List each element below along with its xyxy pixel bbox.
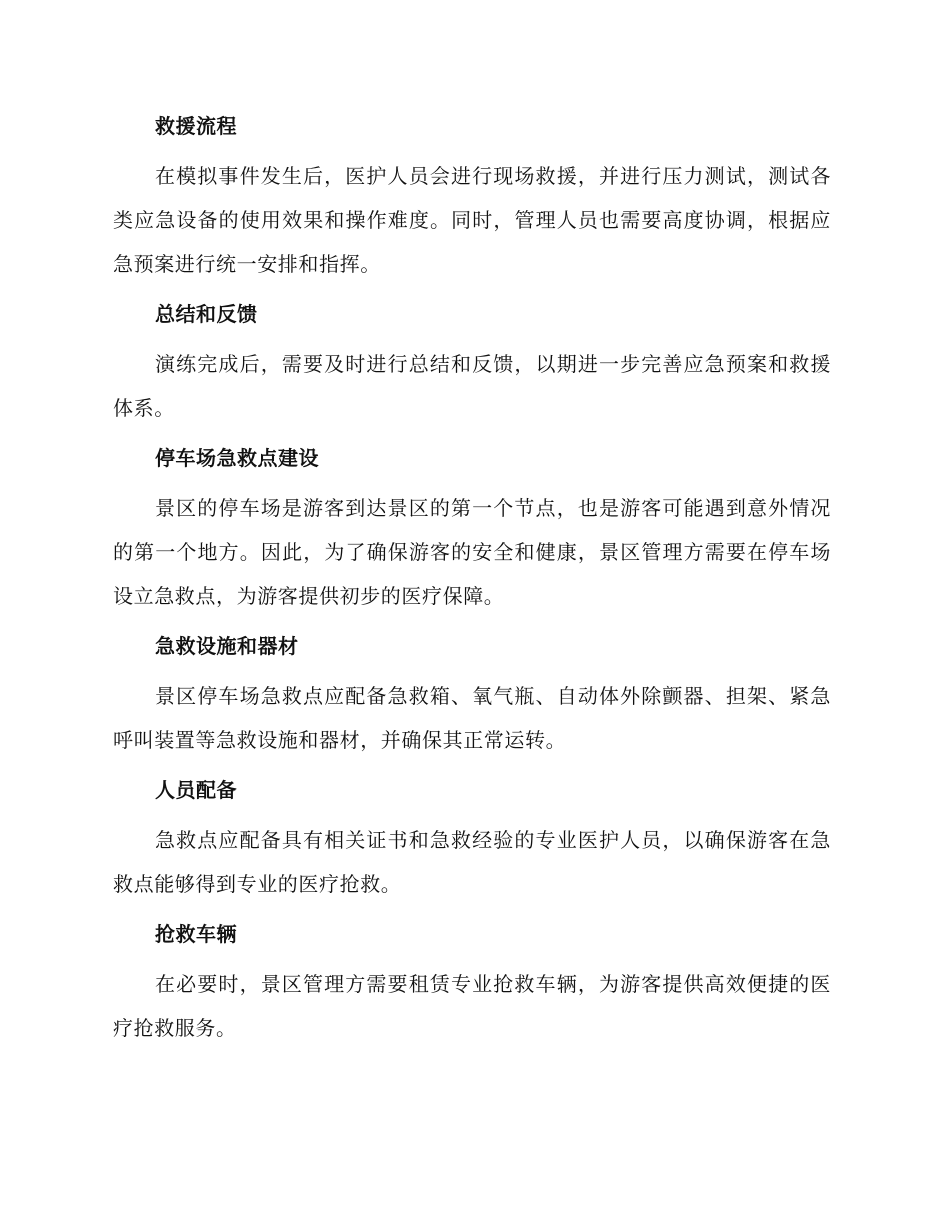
section-paragraph: 演练完成后，需要及时进行总结和反馈，以期进一步完善应急预案和救援体系。 xyxy=(113,352,831,420)
section-equipment xyxy=(113,624,831,762)
section-paragraph: 景区的停车场是游客到达景区的第一个节点，也是游客可能遇到意外情况的第一个地方。因此，为了确保游客的安全和健康，景区管理方需要在停车场设立急救点，为游客提供初步的医疗保障。 xyxy=(113,496,831,608)
section-paragraph: 急救点应配备具有相关证书和急救经验的专业医护人员，以确保游客在急救点能够得到专业的医疗抢救。 xyxy=(113,828,831,896)
section-heading: 抢救车辆 xyxy=(155,922,237,946)
section-rescue-process xyxy=(113,104,831,286)
section-staffing xyxy=(113,768,831,906)
section-heading: 总结和反馈 xyxy=(155,302,258,326)
section-heading: 人员配备 xyxy=(155,778,237,802)
section-heading: 急救设施和器材 xyxy=(155,634,299,658)
section-heading: 停车场急救点建设 xyxy=(155,446,319,470)
section-heading: 救援流程 xyxy=(155,114,237,138)
section-paragraph: 景区停车场急救点应配备急救箱、氧气瓶、自动体外除颤器、担架、紧急呼叫装置等急救设施和器材，并确保其正常运转。 xyxy=(113,684,831,752)
section-paragraph: 在模拟事件发生后，医护人员会进行现场救援，并进行压力测试，测试各类应急设备的使用效果和操作难度。同时，管理人员也需要高度协调，根据应急预案进行统一安排和指挥。 xyxy=(113,164,831,276)
section-summary-feedback xyxy=(113,292,831,430)
section-paragraph: 在必要时，景区管理方需要租赁专业抢救车辆，为游客提供高效便捷的医疗抢救服务。 xyxy=(113,972,831,1040)
document-page xyxy=(113,104,831,1056)
section-parking-first-aid xyxy=(113,436,831,618)
section-rescue-vehicles xyxy=(113,912,831,1050)
